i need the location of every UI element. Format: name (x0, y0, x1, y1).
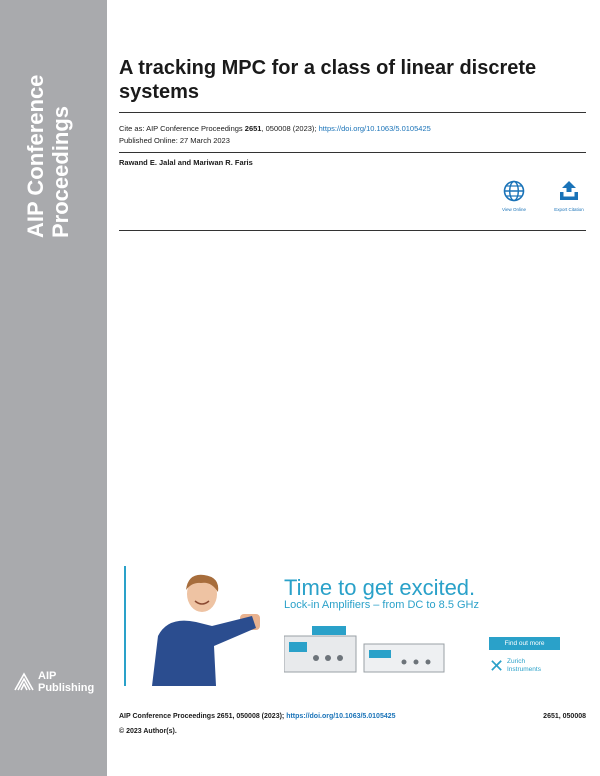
find-out-more-button[interactable]: Find out more (489, 637, 560, 650)
cite-prefix: Cite as: AIP Conference Proceedings (119, 124, 245, 133)
footer-cite-volume: 2651 (216, 713, 233, 720)
logo-text-aip: AIP (38, 670, 57, 682)
zurich-instruments-logo (489, 656, 569, 676)
ad-accent-bar (124, 566, 126, 686)
aip-logo-icon (13, 672, 35, 692)
article-title: A tracking MPC for a class of linear discrete systems (119, 57, 537, 103)
footer-cite-middle: , 050008 (2023); (232, 713, 287, 720)
citation-line (119, 123, 431, 135)
published-date: Published Online: 27 March 2023 (119, 136, 230, 145)
zi-logo-icon: ✕ (489, 656, 505, 676)
logo-text-publishing: Publishing (38, 682, 95, 694)
footer-cite-prefix: AIP Conference Proceedings (119, 713, 217, 720)
brand-line2: Instruments (507, 666, 541, 673)
footer-citation (119, 712, 396, 722)
export-citation-label: Export Citation (554, 207, 584, 212)
journal-name-line2: Proceedings (48, 105, 73, 238)
view-online-button[interactable] (494, 180, 534, 212)
doi-link[interactable]: https://doi.org/10.1063/5.0105425 (318, 124, 431, 133)
person-illustration (134, 570, 284, 686)
instruments-illustration (284, 624, 474, 674)
journal-name-line1: AIP Conference (23, 74, 48, 238)
export-icon (558, 180, 580, 202)
export-citation-button[interactable] (549, 180, 589, 212)
page-number: , 050008 (558, 713, 586, 720)
cite-middle: , 050008 (2023); (261, 124, 319, 133)
view-online-label: View Online (502, 207, 526, 212)
authors: Rawand E. Jalal and Mariwan R. Faris (119, 158, 253, 167)
divider-middle (119, 152, 586, 153)
page-volume: 2651 (543, 713, 559, 720)
brand-line1: Zurich (507, 658, 526, 665)
divider-bottom (119, 230, 586, 231)
copyright: © 2023 Author(s). (119, 728, 177, 735)
ad-subline: Lock-in Amplifiers – from DC to 8.5 GHz (284, 599, 480, 611)
divider-top (119, 112, 586, 113)
ad-headline: Time to get excited. (284, 575, 476, 600)
footer-doi-link[interactable]: https://doi.org/10.1063/5.0105425 (286, 713, 396, 720)
page-reference (543, 712, 586, 722)
journal-name (23, 18, 73, 238)
cite-volume: 2651 (244, 124, 262, 133)
aip-publishing-logo[interactable] (13, 669, 103, 697)
advertisement-banner[interactable] (124, 566, 580, 686)
journal-sidebar (0, 0, 107, 776)
globe-icon (503, 180, 525, 202)
